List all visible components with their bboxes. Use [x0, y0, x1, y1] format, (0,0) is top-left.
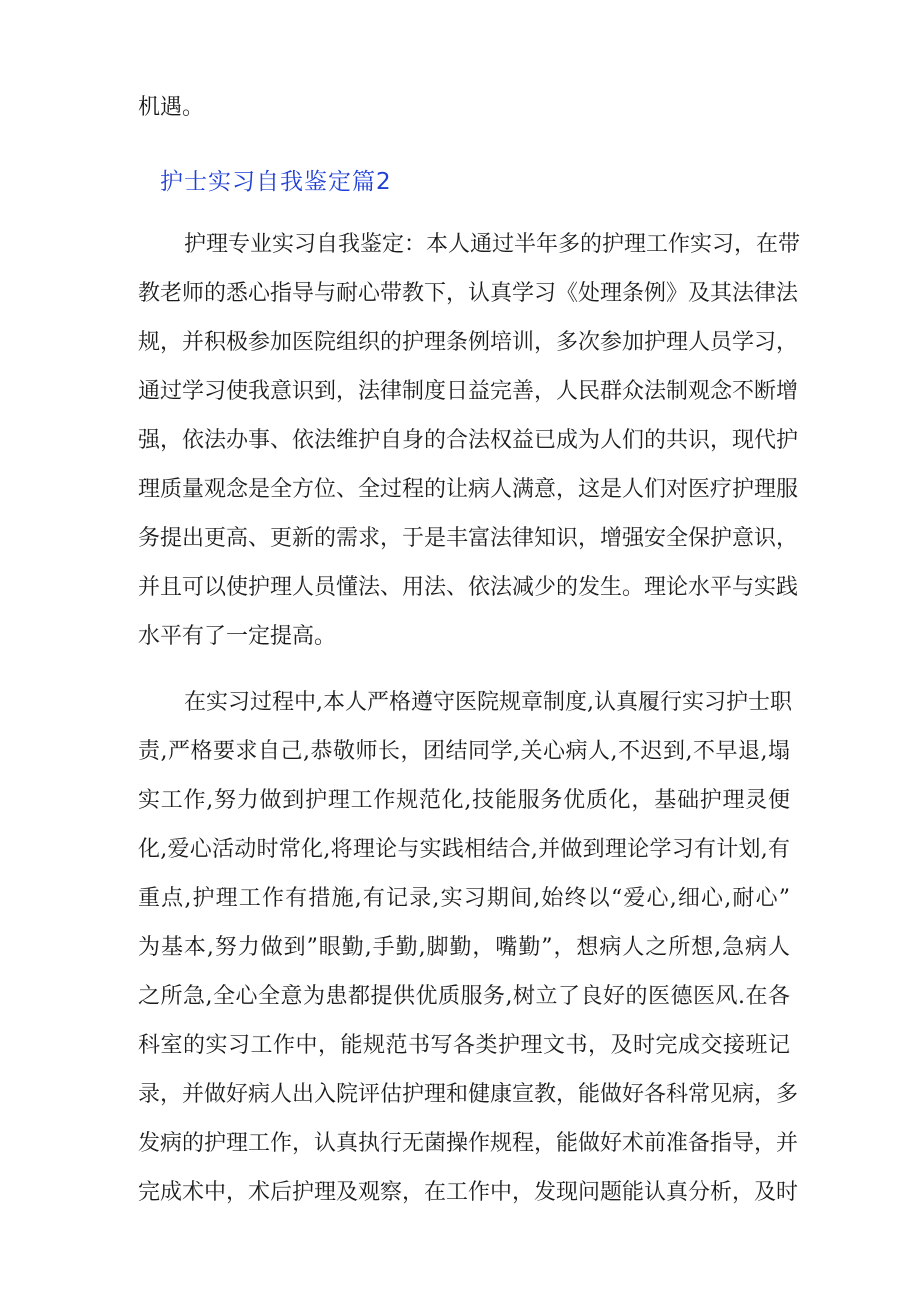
paragraph-1-line: 强，依法办事、依法维护自身的合法权益已成为人们的共识，现代护	[138, 428, 799, 453]
paragraph-1-line: 护理专业实习自我鉴定：本人通过半年多的护理工作实习，在带	[184, 232, 801, 257]
paragraph-1-line: 规，并积极参加医院组织的护理条例培训，多次参加护理人员学习，	[138, 330, 799, 355]
paragraph-2-line: 为基本,努力做到”眼勤,手勤,脚勤，嘴勤”，想病人之所想,急病人	[138, 935, 790, 960]
paragraph-2-line: 重点,护理工作有措施,有记录,实习期间,始终以“爱心,细心,耐心”	[138, 886, 790, 911]
paragraph-2-line: 之所急,全心全意为患都提供优质服务,树立了良好的医德医风.在各	[138, 984, 790, 1009]
paragraph-2-line: 责,严格要求自己,恭敬师长，团结同学,关心病人,不迟到,不早退,塌	[138, 739, 790, 764]
paragraph-2-line: 化,爱心活动时常化,将理论与实践相结合,并做到理论学习有计划,有	[138, 837, 790, 862]
paragraph-2-line: 实工作,努力做到护理工作规范化,技能服务优质化，基础护理灵便	[138, 788, 790, 813]
paragraph-1-line: 教老师的悉心指导与耐心带教下，认真学习《处理条例》及其法律法	[138, 281, 799, 306]
carryover-line: 机遇。	[138, 95, 205, 120]
paragraph-1-line: 理质量观念是全方位、全过程的让病人满意，这是人们对医疗护理服	[138, 477, 799, 502]
paragraph-1-line: 通过学习使我意识到，法律制度日益完善，人民群众法制观念不断增	[138, 379, 799, 404]
paragraph-2-line: 录，并做好病人出入院评估护理和健康宣教，能做好各科常见病，多	[138, 1082, 799, 1107]
paragraph-2-line: 在实习过程中,本人严格遵守医院规章制度,认真履行实习护士职	[184, 690, 792, 715]
paragraph-2-line: 完成术中，术后护理及观察，在工作中，发现问题能认真分析，及时	[138, 1180, 799, 1205]
section-heading: 护士实习自我鉴定篇2	[160, 169, 392, 195]
paragraph-1-line: 务提出更高、更新的需求，于是丰富法律知识，增强安全保护意识，	[138, 526, 799, 551]
paragraph-2-line: 科室的实习工作中，能规范书写各类护理文书，及时完成交接班记	[138, 1033, 790, 1058]
paragraph-1-line: 并且可以使护理人员懂法、用法、依法减少的发生。理论水平与实践	[138, 575, 799, 600]
paragraph-1-line: 水平有了一定提高。	[138, 624, 337, 649]
paragraph-2-line: 发病的护理工作，认真执行无菌操作规程，能做好术前准备指导，并	[138, 1131, 799, 1156]
